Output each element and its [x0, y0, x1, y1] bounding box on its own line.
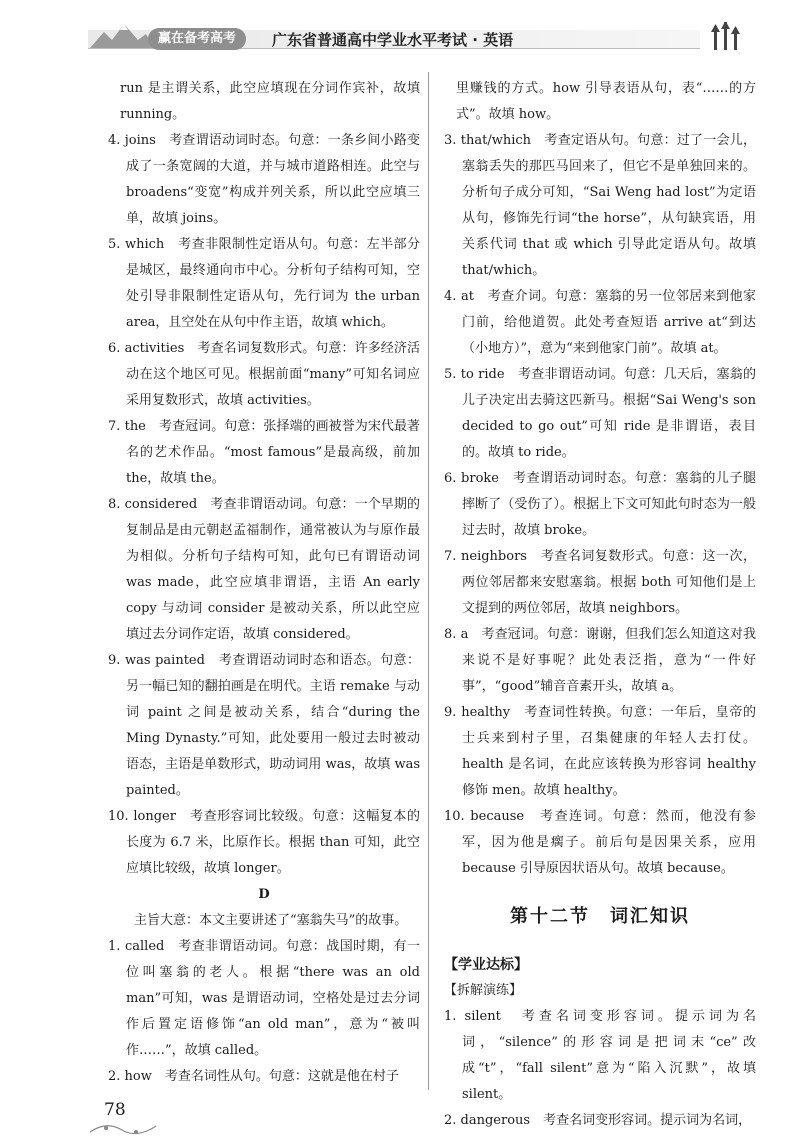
answer-item: 6. broke 考查谓语动词时态。句意：塞翁的儿子腿摔断了（受伤了）。根据上下文可知此句时态为一般过去时，故填 broke。 [444, 471, 756, 538]
subsection-label: 【拆解演练】 [444, 983, 523, 998]
summary-paragraph: 主旨大意：本文主要讲述了“塞翁失马”的故事。 [134, 913, 408, 928]
section-title: 第十二节 词汇知识 [510, 906, 690, 927]
right-column [444, 76, 756, 1134]
continued-paragraph: run 是主谓关系，此空应填现在分词作宾补，故填 running。 [120, 81, 420, 122]
answer-item: 5. which 考查非限制性定语从句。句意：左半部分是城区，最终通向市中心。分析句子结构可知，空处引导非限制性定语从句，先行词为 the urban area，且空处在从句中作主语，故填 which。 [108, 237, 420, 330]
left-column [108, 76, 420, 1090]
header-badge: 赢在备考高考 [148, 28, 246, 50]
answer-item: 9. was painted 考查谓语动词时态和语态。句意：另一幅已知的翻拍画是在明代。主语 remake 与动词 paint 之间是被动关系，结合“during the Ming Dynasty.”可知，此处要用一般过去时被动语态，主语是单数形式，助动词用 was，故填 was painted。 [108, 653, 420, 798]
continued-paragraph: 里赚钱的方式。how 引导表语从句，表“……的方式”。故填 how。 [456, 81, 756, 122]
answer-item: 8. a 考查冠词。句意：谢谢，但我们怎么知道这对我来说不是好事呢？此处表泛指，意为“一件好事”，“good”辅音音素开头，故填 a。 [444, 627, 756, 694]
answer-item: 4. joins 考查谓语动词时态。句意：一条乡间小路变成了一条宽阔的大道，并与城市道路相连。此空与 broadens“变宽”构成并列关系，所以此空应填三单，故填 joins。 [108, 133, 420, 226]
answer-item: 5. to ride 考查非谓语动词。句意：几天后，塞翁的儿子决定出去骑这匹新马。根据“Sai Weng's son decided to go out”可知 ride 是非谓语，表目的。故填 to ride。 [444, 367, 756, 460]
answer-item: 7. the 考查冠词。句意：张择端的画被誉为宋代最著名的艺术作品。“most famous”是最高级，前加 the，故填 the。 [108, 419, 420, 486]
answer-item: 1. silent 考查名词变形容词。提示词为名词，“silence”的形容词是把词末“ce”改成“t”，“fall silent”意为“陷入沉默”，故填 silent。 [444, 1009, 756, 1102]
page-header [0, 0, 800, 62]
mountain-logo-icon [90, 18, 154, 50]
footer-ornament-icon [88, 1122, 158, 1136]
answer-item: 2. how 考查名词性从句。句意：这就是他在村子 [108, 1069, 399, 1084]
answer-item: 6. activities 考查名词复数形式。句意：许多经济活动在这个地区可见。根据前面“many”可知名词应采用复数形式，故填 activities。 [108, 341, 420, 408]
page-number: 78 [104, 1100, 126, 1120]
answer-item: 1. called 考查非谓语动词。句意：战国时期，有一位叫塞翁的老人。根据“there was an old man”可知，was 是谓语动词，空格处是过去分词作后置定语修饰“an old man”，意为“被叫作……”，故填 called。 [108, 939, 420, 1058]
header-title: 广东省普通高中学业水平考试 · 英语 [272, 31, 514, 49]
answer-item: 10. longer 考查形容词比较级。句意：这幅复本的长度为 6.7 米，比原作长。根据 than 可知，此空应填比较级，故填 longer。 [108, 809, 420, 876]
tree-decoration-icon [706, 22, 746, 52]
passage-label: D [258, 887, 270, 902]
answer-item: 4. at 考查介词。句意：塞翁的另一位邻居来到他家门前，给他道贺。此处考查短语 arrive at“到达（小地方）”，意为“来到他家门前”。故填 at。 [444, 289, 756, 356]
answer-item: 8. considered 考查非谓语动词。句意：一个早期的复制品是由元朝赵孟福制作，通常被认为与原作最为相似。分析句子结构可知，此句已有谓语动词 was made，此空应填非谓语，主语 An early copy 与动词 consider 是被动关系，所以此空应填过去分词作定语，故填 considered。 [108, 497, 420, 642]
answer-item: 3. that/which 考查定语从句。句意：过了一会儿，塞翁丢失的那匹马回来了，但它不是单独回来的。分析句子成分可知，“Sai Weng had lost”为定语从句，修饰先行词“the horse”，从句缺宾语，用关系代词 that 或 which 引导此定语从句。故填 that/which。 [444, 133, 756, 278]
section-label: 【学业达标】 [444, 957, 528, 973]
answer-item: 10. because 考查连词。句意：然而，他没有参军，因为他是瘸子。前后句是因果关系，应用 because 引导原因状语从句。故填 because。 [444, 809, 756, 876]
answer-item: 7. neighbors 考查名词复数形式。句意：这一次，两位邻居都来安慰塞翁。根据 both 可知他们是上文提到的两位邻居，故填 neighbors。 [444, 549, 756, 616]
answer-item: 2. dangerous 考查名词变形容词。提示词为名词， [444, 1113, 752, 1128]
column-divider [428, 72, 429, 1090]
answer-item: 9. healthy 考查词性转换。句意：一年后，皇帝的士兵来到村子里，召集健康的年轻人去打仗。health 是名词，在此应该转换为形容词 healthy 修饰 men。故填 healthy。 [444, 705, 756, 798]
